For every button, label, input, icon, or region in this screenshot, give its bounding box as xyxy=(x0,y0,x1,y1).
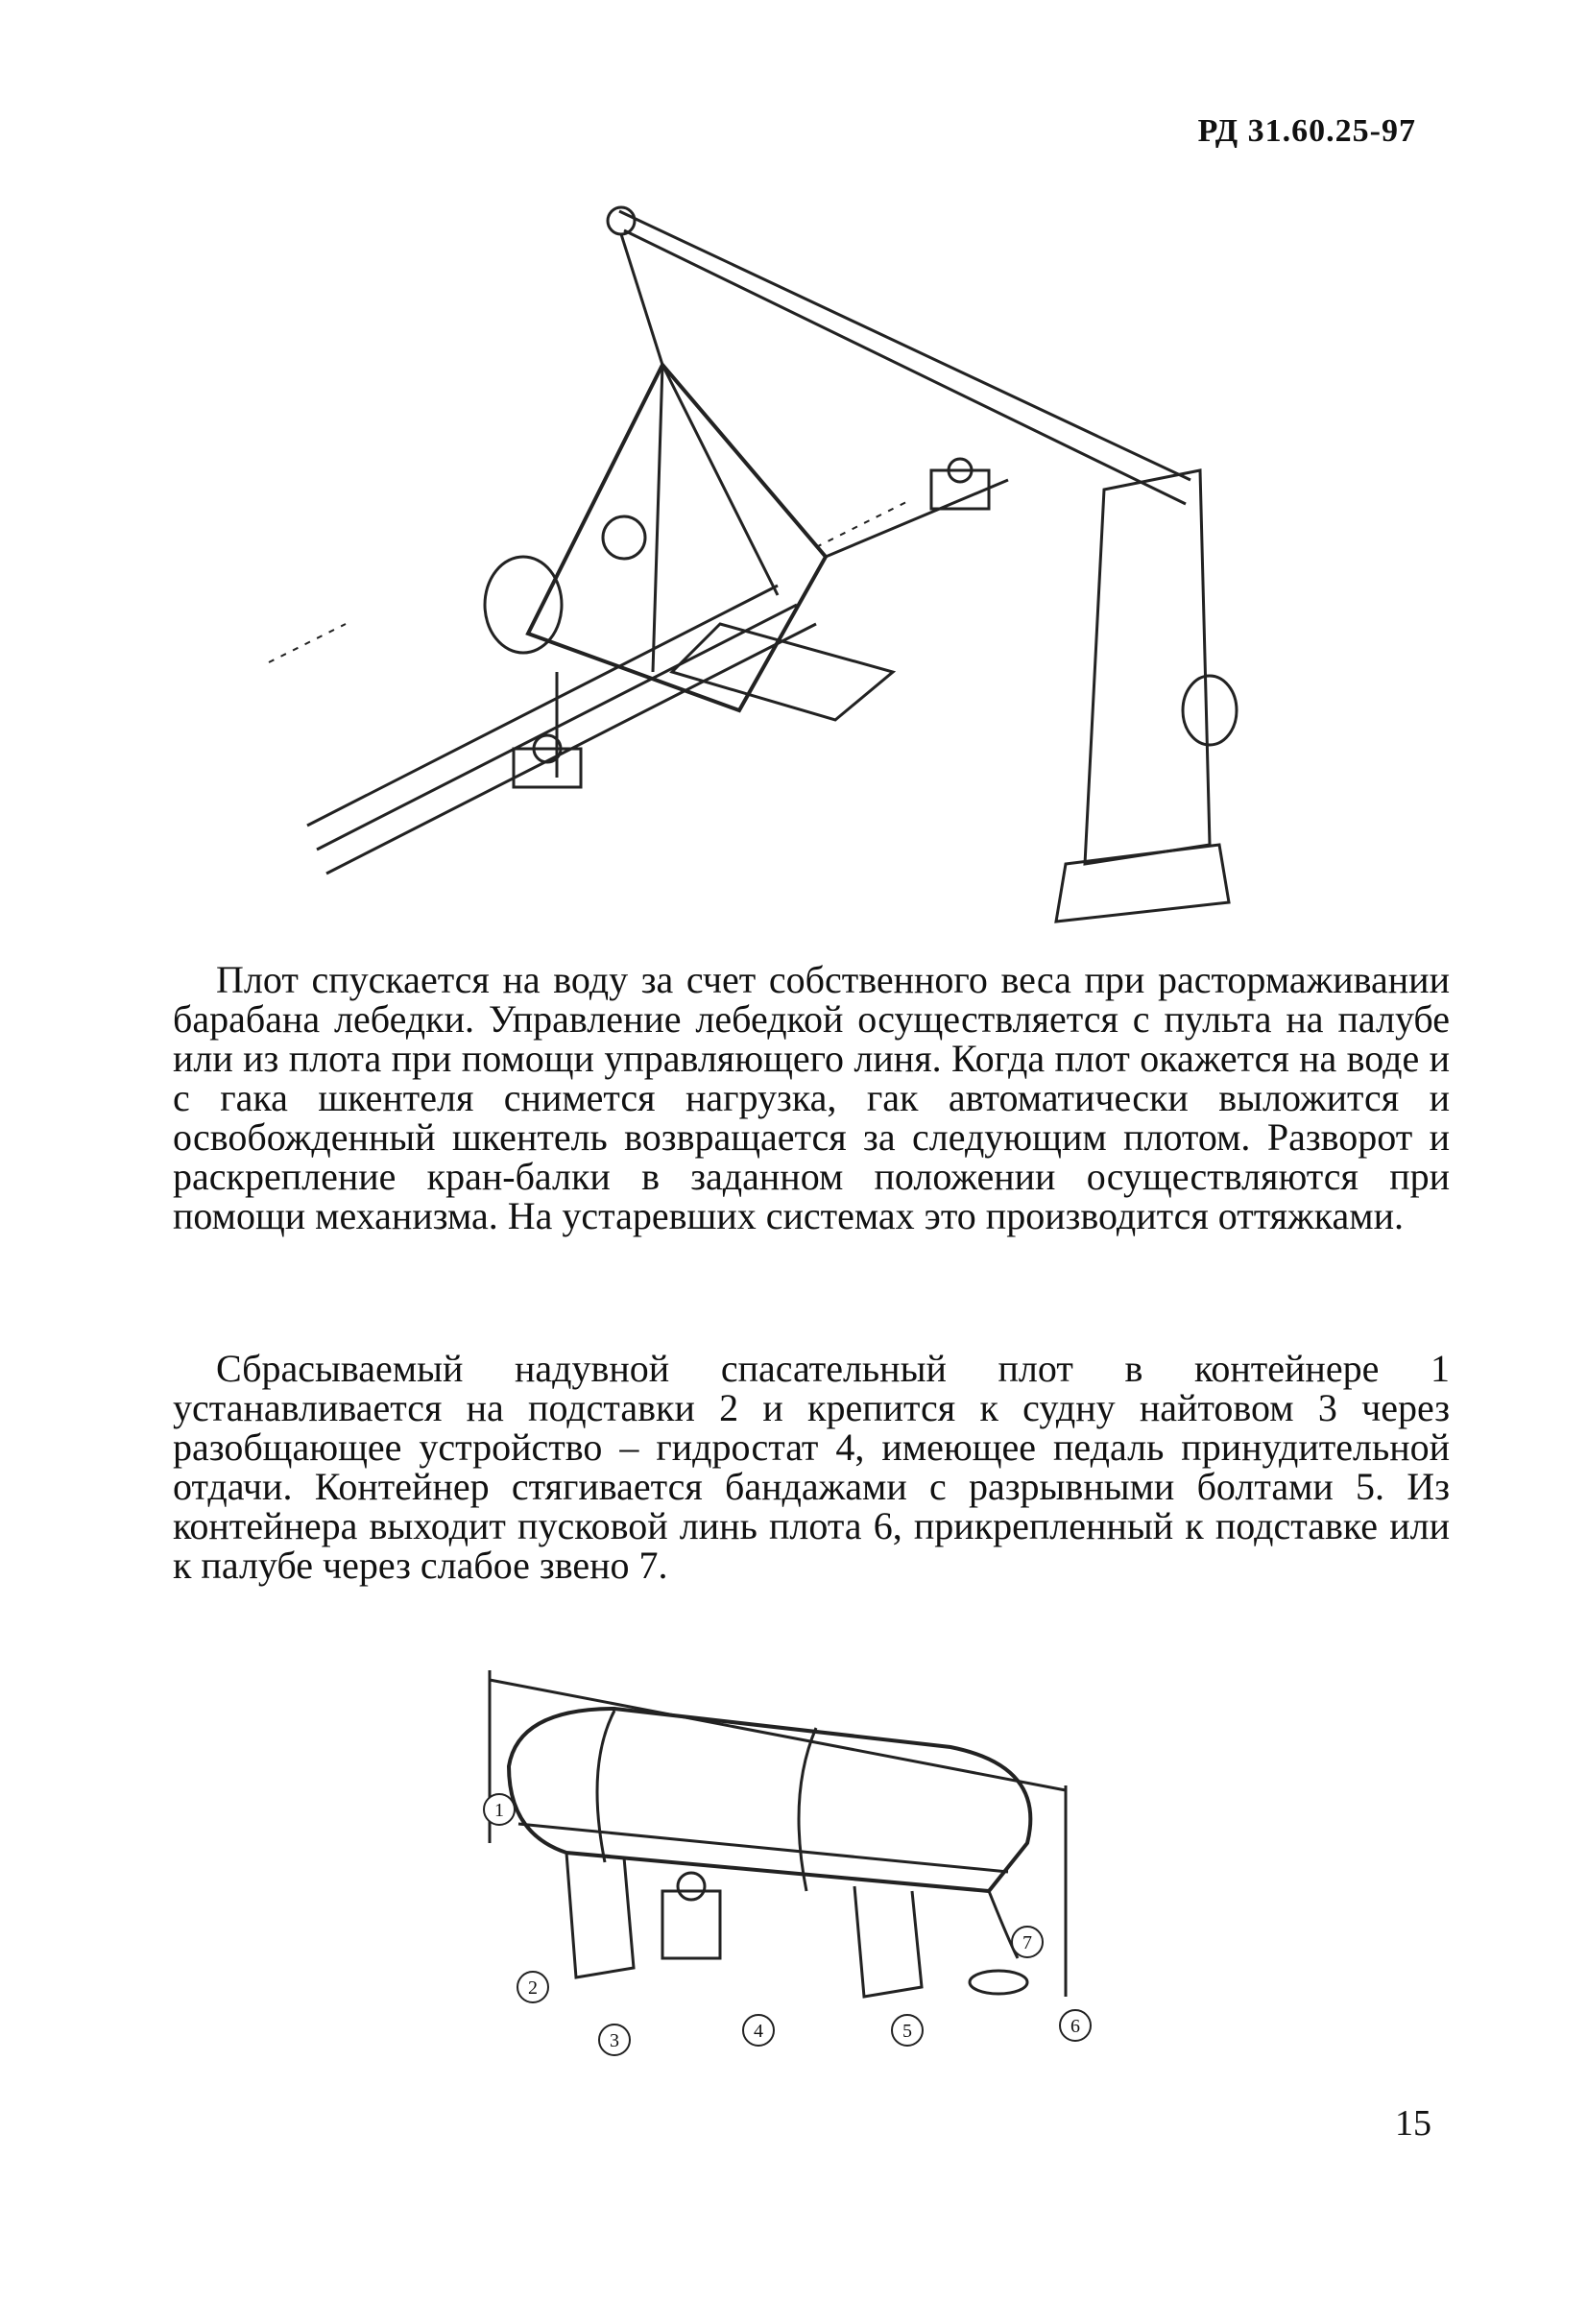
callout-5: 5 xyxy=(902,2021,912,2042)
paragraph-text: Сбрасываемый надувной спасательный плот в контейнере 1 устанавливается на подставки 2 и крепится к судну найтовом 3 через разобщающее устройство – гидростат 4, имеющее педаль принудительной отдачи. Контейнер стягивается бандажами с разрывными болтами 5. Из контейнера выходит пусковой линь плота 6, прикрепленный к подставке или к палубе через слабое звено 7. xyxy=(173,1347,1450,1587)
callout-3: 3 xyxy=(610,2030,619,2051)
callout-4: 4 xyxy=(754,2021,763,2042)
davit-raft-illustration xyxy=(240,173,1296,941)
callout-1: 1 xyxy=(494,1800,504,1821)
callout-7: 7 xyxy=(1022,1932,1032,1953)
paragraph-raft-launching xyxy=(173,960,1450,1235)
paragraph-text: Плот спускается на воду за счет собственного веса при растормаживании барабана лебедки. Управление лебедкой осуществляется с пульта на палубе или из плота при помощи управляющего линя. Когда плот окажется на воде и с гака шкентеля снимется нагрузка, гак автоматически выложится и освобожденный шкентель возвращается за следующим плотом. Разворот и раскрепление кран-балки в заданном положении осуществляются при помощи механизма. На устаревших системах это производится оттяжками. xyxy=(173,958,1450,1237)
callout-6: 6 xyxy=(1070,2016,1080,2037)
paragraph-raft-container xyxy=(173,1349,1450,1585)
callout-2: 2 xyxy=(528,1977,538,1999)
document-code-header: РД 31.60.25-97 xyxy=(1197,113,1416,149)
page-number: 15 xyxy=(1395,2103,1431,2144)
raft-container-illustration xyxy=(451,1651,1123,2112)
